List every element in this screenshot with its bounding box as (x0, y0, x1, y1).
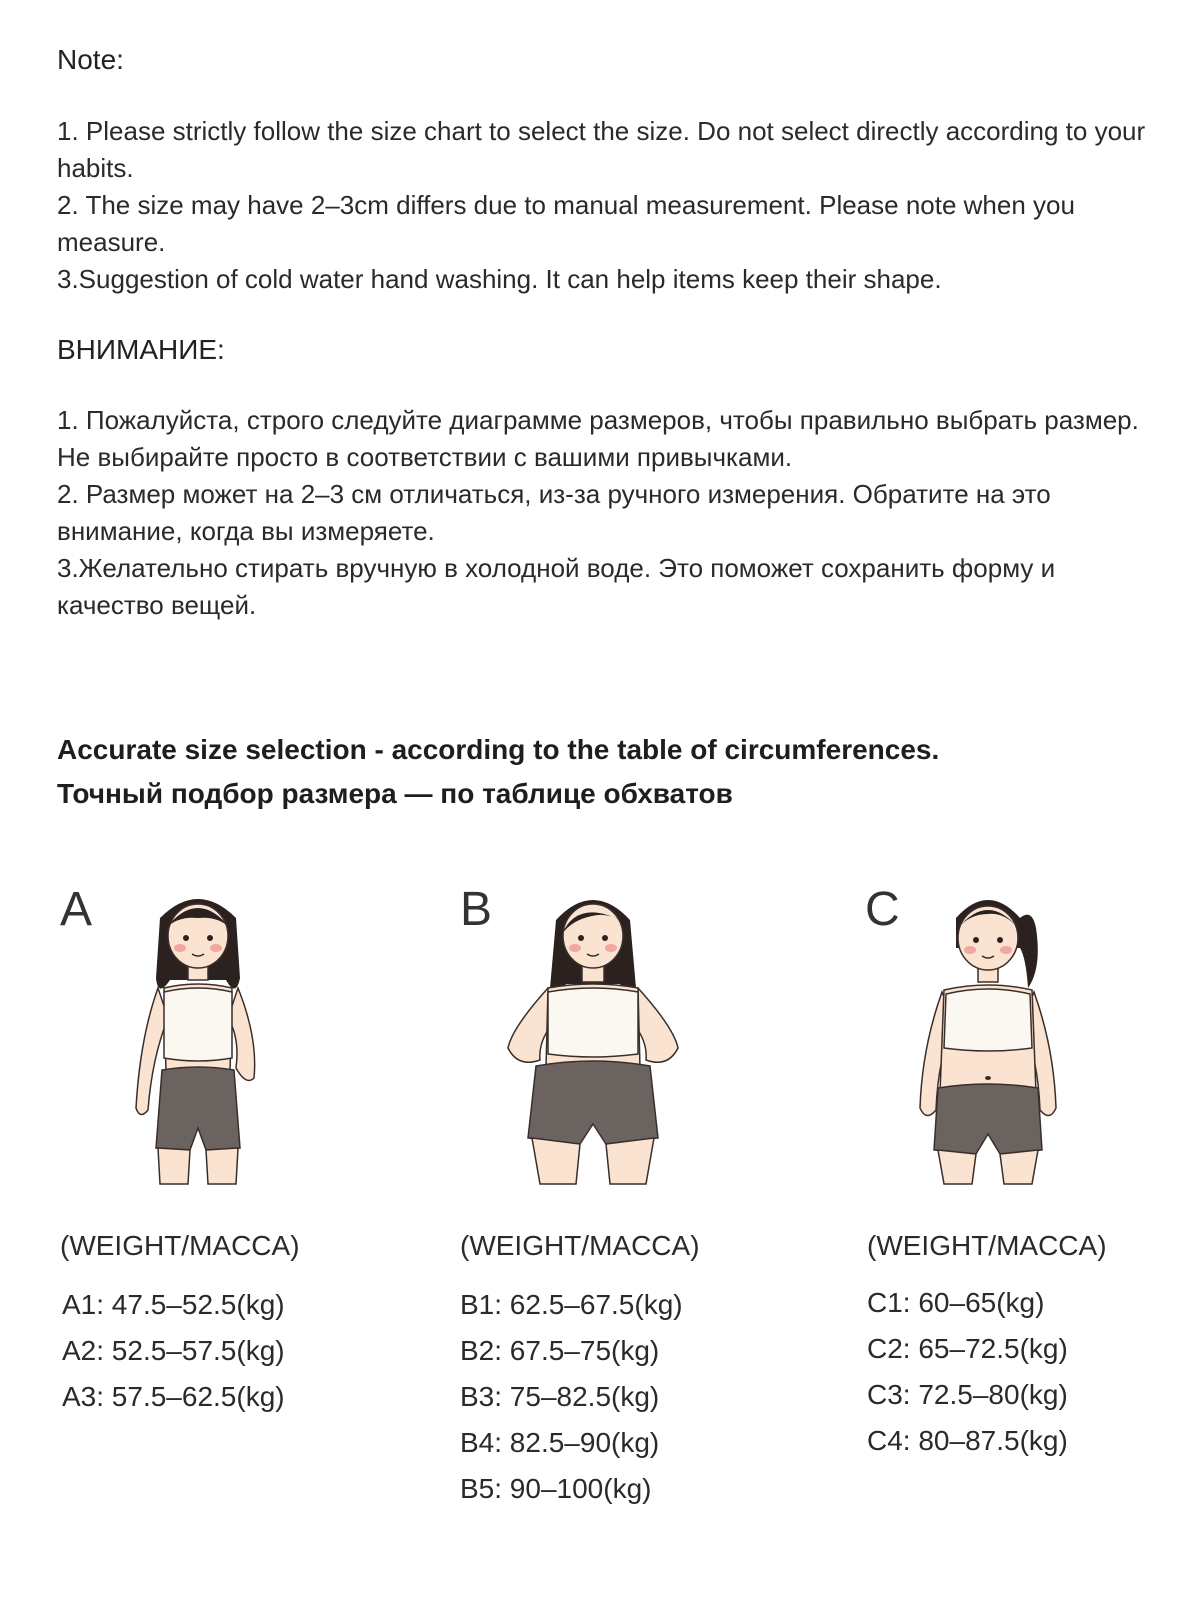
note-title: Note: (57, 44, 124, 75)
note-section (57, 42, 1157, 78)
body-type-letter: B (460, 883, 493, 936)
vnimanie-list (57, 402, 1157, 624)
body-type-letter: C (865, 883, 900, 936)
selection-line-ru: Точный подбор размера — по таблице обхватов (57, 778, 733, 809)
weight-range: A1: 47.5–52.5(kg) (62, 1289, 285, 1320)
weight-range: B5: 90–100(kg) (460, 1473, 652, 1504)
vnimanie-section (57, 332, 1157, 368)
weight-range: B3: 75–82.5(kg) (460, 1381, 660, 1412)
vnimanie-item: 3.Желательно стирать вручную в холодной воде. Это поможет сохранить форму и качество вещей. (57, 553, 1056, 620)
vnimanie-title: ВНИМАНИЕ: (57, 334, 225, 365)
ranges-list-a (62, 1282, 285, 1420)
weight-range: C3: 72.5–80(kg) (867, 1379, 1068, 1410)
weight-range: A3: 57.5–62.5(kg) (62, 1381, 285, 1412)
weight-label: (WEIGHT/MACCA) (60, 1230, 300, 1261)
weight-range: B1: 62.5–67.5(kg) (460, 1289, 683, 1320)
ranges-list-b (460, 1282, 683, 1512)
ranges-list-c (867, 1280, 1068, 1464)
note-item: 2. The size may have 2–3cm differs due to manual measurement. Please note when you measure. (57, 190, 1075, 257)
body-type-letter: A (60, 883, 93, 936)
note-list (57, 113, 1157, 298)
weight-label: (WEIGHT/MACCA) (460, 1230, 700, 1261)
weight-label: (WEIGHT/MACCA) (867, 1230, 1107, 1261)
weight-range: C1: 60–65(kg) (867, 1287, 1045, 1318)
weight-range: C2: 65–72.5(kg) (867, 1333, 1068, 1364)
body-figure-c (908, 888, 1068, 1188)
vnimanie-item: 1. Пожалуйста, строго следуйте диаграмме размеров, чтобы правильно выбрать размер. Не выбирайте просто в соответствии с вашими привычками. (57, 405, 1139, 472)
note-item: 1. Please strictly follow the size chart to select the size. Do not select directly according to your habits. (57, 116, 1146, 183)
vnimanie-item: 2. Размер может на 2–3 см отличаться, из-за ручного измерения. Обратите на это внимание, когда вы измеряете. (57, 479, 1051, 546)
weight-range: B4: 82.5–90(kg) (460, 1427, 660, 1458)
selection-heading (57, 728, 1157, 816)
note-item: 3.Suggestion of cold water hand washing. It can help items keep their shape. (57, 264, 942, 294)
body-figure-b (498, 888, 688, 1188)
selection-line-en: Accurate size selection - according to the table of circumferences. (57, 734, 940, 765)
weight-range: B2: 67.5–75(kg) (460, 1335, 660, 1366)
weight-range: C4: 80–87.5(kg) (867, 1425, 1068, 1456)
body-figure-a (118, 888, 278, 1188)
weight-range: A2: 52.5–57.5(kg) (62, 1335, 285, 1366)
